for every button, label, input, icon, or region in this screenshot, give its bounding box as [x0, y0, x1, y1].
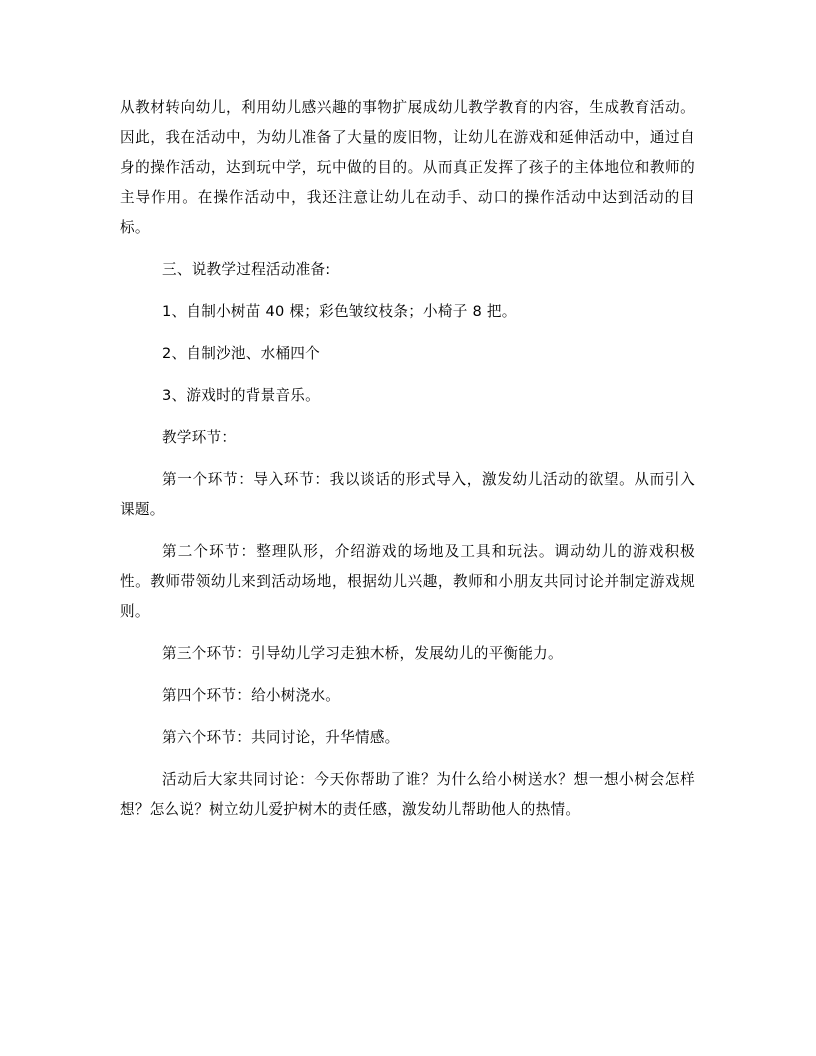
- document-body: [120, 93, 695, 825]
- paragraph-step-4: 第四个环节：给小树浇水。: [162, 687, 341, 704]
- section-heading-teaching-process: 三、说教学过程活动准备:: [162, 261, 331, 278]
- paragraph-step-3: 第三个环节：引导幼儿学习走独木桥，发展幼儿的平衡能力。: [162, 645, 563, 662]
- paragraph-intro: 从教材转向幼儿，利用幼儿感兴趣的事物扩展成幼儿教学教育的内容，生成教育活动。因此，我在活动中，为幼儿准备了大量的废旧物，让幼儿在游戏和延伸活动中，通过自身的操作活动，达到玩中学，玩中做的目的。从而真正发挥了孩子的主体地位和教师的主导作用。在操作活动中，我还注意让幼儿在动手、动口的操作活动中达到活动的目标。: [120, 99, 695, 236]
- paragraph-step-1: 第一个环节：导入环节：我以谈话的形式导入，激发幼儿活动的欲望。从而引入课题。: [120, 471, 695, 518]
- list-item-preparation-3: 3、游戏时的背景音乐。: [162, 387, 320, 404]
- paragraph-discussion: 活动后大家共同讨论：今天你帮助了谁？为什么给小树送水？想一想小树会怎样想？怎么说？树立幼儿爱护树木的责任感，激发幼儿帮助他人的热情。: [120, 771, 695, 818]
- list-item-preparation-1: 1、自制小树苗 40 棵；彩色皱纹枝条；小椅子 8 把。: [162, 303, 517, 320]
- paragraph-step-6: 第六个环节：共同讨论，升华情感。: [162, 729, 400, 746]
- list-item-preparation-2: 2、自制沙池、水桶四个: [162, 345, 320, 362]
- paragraph-step-2: 第二个环节：整理队形，介绍游戏的场地及工具和玩法。调动幼儿的游戏积极性。教师带领幼儿来到活动场地，根据幼儿兴趣，教师和小朋友共同讨论并制定游戏规则。: [120, 543, 695, 620]
- subheading-teaching-steps: 教学环节：: [162, 429, 237, 446]
